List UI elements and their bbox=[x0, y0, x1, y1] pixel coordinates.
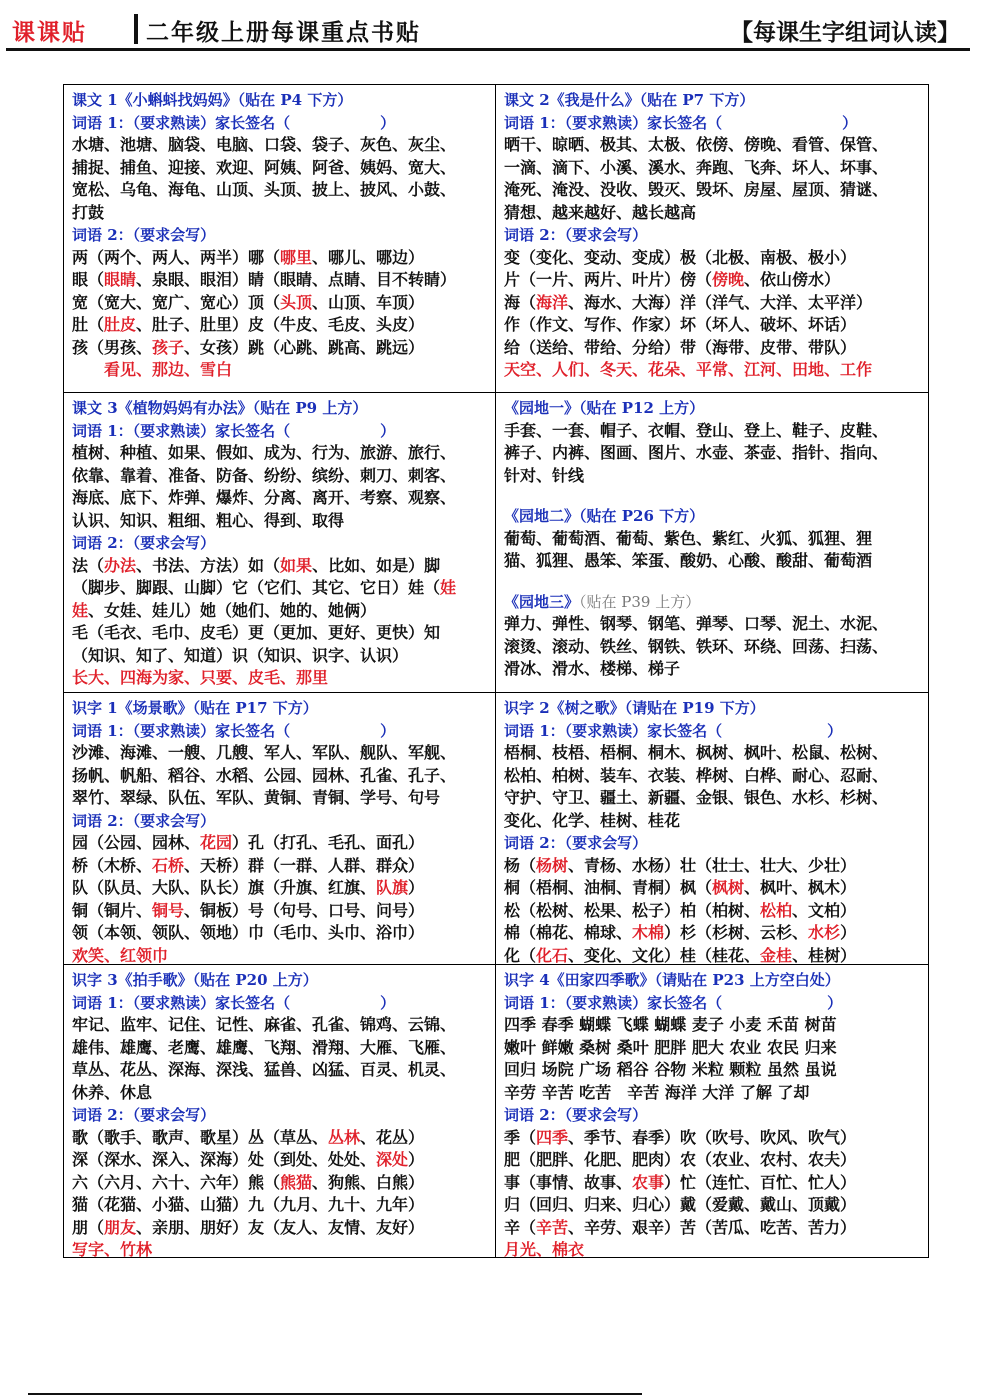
read-line bbox=[504, 179, 920, 202]
write-line bbox=[72, 922, 487, 945]
header-divider bbox=[134, 14, 138, 44]
highlight-word: 看见、那边、雪白 bbox=[72, 360, 233, 379]
write-heading bbox=[504, 1104, 920, 1127]
read-line bbox=[72, 202, 487, 225]
word-text: 两（两个、两人、两半）哪（ bbox=[72, 247, 281, 267]
word-line bbox=[504, 636, 920, 659]
highlight-word: 海洋 bbox=[536, 292, 569, 312]
word-text: 、亲朋、朋好）友（友人、友情、友好） bbox=[136, 1217, 425, 1237]
highlight-word: 石桥 bbox=[152, 855, 185, 875]
word-text: 词语 1：（要求熟读）家长签名（ ） bbox=[504, 721, 843, 740]
word-text: （知识、知了、知道）识（知识、识字、认识） bbox=[72, 645, 409, 665]
word-text: 扬帆、帆船、稻谷、水稻、公园、园林、孔雀、孔子、 bbox=[72, 765, 457, 785]
word-text: 、女孩）跳（心跳、跳高、跳远） bbox=[184, 337, 425, 357]
write-line bbox=[504, 1194, 920, 1217]
write-line bbox=[72, 600, 487, 623]
word-text: 水塘、池塘、脑袋、电脑、口袋、袋子、灰色、灰尘、 bbox=[72, 135, 457, 154]
section-title bbox=[504, 397, 920, 420]
write-heading bbox=[72, 224, 487, 247]
word-text: 针对、针线 bbox=[504, 465, 585, 485]
write-line bbox=[504, 1127, 920, 1150]
write-line bbox=[72, 1172, 487, 1195]
highlight-word: 眼睛 bbox=[104, 270, 137, 289]
word-text: 草丛、花丛、深海、深浅、猛兽、凶猛、百灵、机灵、 bbox=[72, 1060, 457, 1079]
lesson-title bbox=[72, 969, 487, 992]
word-text: 四季 春季 蝴蝶 飞蝶 蝴蝶 麦子 小麦 禾苗 树苗 bbox=[504, 1015, 837, 1034]
read-line bbox=[504, 765, 920, 788]
highlight-word: 水杉 bbox=[808, 923, 841, 942]
word-text: 铜（铜片、 bbox=[72, 900, 153, 920]
highlight-word: 四季 bbox=[536, 1127, 569, 1147]
word-text: 识字 4《田家四季歌》（请贴在 P23 上方空白处） bbox=[504, 971, 840, 989]
lesson-cell bbox=[496, 393, 928, 693]
read-line bbox=[72, 1014, 487, 1037]
word-text: 、天桥）群（一群、人群、群众） bbox=[184, 855, 425, 875]
word-text: 、海水、大海）洋（洋气、大洋、太平洋） bbox=[568, 292, 873, 312]
word-text: 裤子、内裤、图画、图片、水壶、茶壶、指针、指向、 bbox=[504, 443, 889, 462]
read-line bbox=[504, 787, 920, 810]
highlight-word: 办法 bbox=[104, 555, 137, 575]
read-line bbox=[504, 1082, 920, 1105]
word-text: 辛劳 辛苦 吃苦 辛苦 海洋 大洋 了解 了却 bbox=[504, 1082, 810, 1102]
read-line bbox=[72, 487, 487, 510]
read-line bbox=[504, 202, 920, 225]
word-text: 守护、守卫、疆土、新疆、金银、银色、水杉、杉树、 bbox=[504, 788, 889, 807]
word-text: 课文 2《我是什么》（贴在 P7 下方） bbox=[504, 91, 755, 109]
highlight-word: 松柏 bbox=[760, 900, 793, 920]
write-line bbox=[72, 314, 487, 337]
footer-rule bbox=[28, 1393, 642, 1395]
read-line bbox=[72, 1037, 487, 1060]
write-line bbox=[72, 269, 487, 292]
word-text: 给（送给、带给、分给）带（海带、皮带、带队） bbox=[504, 337, 857, 357]
read-line bbox=[72, 1059, 487, 1082]
read-line bbox=[72, 1082, 487, 1105]
read-heading bbox=[72, 720, 487, 743]
word-text: 识字 2《树之歌》（请贴在 P19 下方） bbox=[504, 699, 765, 717]
word-text: 词语 2：（要求会写） bbox=[72, 811, 216, 830]
highlight-word: 孩子 bbox=[152, 337, 185, 357]
read-line bbox=[504, 742, 920, 765]
word-text: 词语 2：（要求会写） bbox=[504, 834, 648, 852]
word-text: 《园地二》（贴在 P26 下方） bbox=[504, 507, 705, 525]
word-text: 《园地一》（贴在 P12 上方） bbox=[504, 399, 705, 417]
word-text: ） bbox=[408, 878, 425, 897]
page-header bbox=[10, 8, 970, 48]
lesson-title bbox=[504, 89, 920, 112]
word-text: ）杉（杉树、云杉、 bbox=[664, 923, 809, 942]
word-text: 晒干、晾晒、极其、太极、依傍、傍晚、看管、保管、 bbox=[504, 135, 889, 154]
word-text: 词语 1：（要求熟读）家长签名（ ） bbox=[504, 993, 843, 1012]
highlight-word: 化石 bbox=[536, 945, 569, 965]
word-line bbox=[504, 658, 920, 681]
word-text: 法（ bbox=[72, 555, 105, 575]
word-text: 淹死、淹没、没收、毁灭、毁坏、房屋、屋顶、猜谜、 bbox=[504, 180, 889, 199]
highlight-word: 欢笑、红领巾 bbox=[72, 945, 169, 965]
word-text: 、山顶、车顶） bbox=[312, 292, 425, 312]
word-text: 、女娃、娃儿）她（她们、她的、她俩） bbox=[88, 600, 377, 620]
write-line bbox=[72, 855, 487, 878]
highlight-word: 娃 bbox=[72, 600, 89, 620]
word-text: 打鼓 bbox=[72, 202, 105, 222]
read-heading bbox=[72, 420, 487, 443]
write-line bbox=[72, 1239, 487, 1257]
write-line bbox=[504, 359, 920, 382]
write-line bbox=[72, 945, 487, 966]
highlight-word: 杨树 bbox=[536, 855, 569, 875]
word-text: ）忙（连忙、百忙、忙人） bbox=[664, 1172, 857, 1192]
word-line bbox=[504, 550, 920, 573]
word-text: 、季节、春季）吹（吹号、吹风、吹气） bbox=[568, 1127, 857, 1147]
word-text: 词语 1：（要求熟读）家长签名（ ） bbox=[72, 721, 396, 740]
word-text: 变化、化学、桂树、桂花 bbox=[504, 810, 681, 830]
word-text: 宽（宽大、宽广、宽心）顶（ bbox=[72, 292, 281, 312]
write-line bbox=[72, 555, 487, 578]
header-rule bbox=[6, 48, 970, 51]
highlight-word: 队旗 bbox=[376, 878, 409, 897]
brand-label: 课课贴 bbox=[12, 19, 87, 46]
word-text: 朋（ bbox=[72, 1217, 105, 1237]
word-text: 词语 2：（要求会写） bbox=[504, 1106, 648, 1124]
word-text: 《园地三》 bbox=[504, 592, 580, 611]
word-text: 杨（ bbox=[504, 855, 537, 875]
word-text: ）孔（打孔、毛孔、面孔） bbox=[232, 833, 425, 852]
word-text: 词语 2：（要求会写） bbox=[72, 534, 216, 552]
write-heading bbox=[72, 810, 487, 833]
page-subtitle: 【每课生字组词认读】 bbox=[730, 19, 960, 46]
word-text: 辛（ bbox=[504, 1217, 537, 1237]
word-text: 猫（花猫、小猫、山猫）九（九月、九十、九年） bbox=[72, 1195, 425, 1214]
highlight-word: 金桂 bbox=[760, 945, 793, 965]
word-text: 、桂树） bbox=[792, 945, 857, 965]
read-line bbox=[504, 1059, 920, 1082]
read-heading bbox=[504, 720, 920, 743]
word-text: 、肚子、肚里）皮（牛皮、毛皮、头皮） bbox=[136, 315, 425, 334]
highlight-word: 木棉 bbox=[632, 923, 665, 942]
write-line bbox=[72, 1217, 487, 1240]
write-line bbox=[504, 922, 920, 945]
word-text: 识字 3《拍手歌》（贴在 P20 上方） bbox=[72, 971, 318, 989]
word-text: 沙滩、海滩、一艘、几艘、军人、军队、舰队、军舰、 bbox=[72, 743, 457, 762]
word-text: 眼（ bbox=[72, 270, 105, 289]
highlight-word: 天空、人们、冬天、花朵、平常、江河、田地、工作 bbox=[504, 360, 873, 379]
read-line bbox=[504, 1014, 920, 1037]
word-text: 手套、一套、帽子、衣帽、登山、登上、鞋子、皮鞋、 bbox=[504, 420, 889, 440]
read-line bbox=[72, 179, 487, 202]
word-text: 、文柏） bbox=[792, 900, 857, 920]
word-text: 棉（棉花、棉球、 bbox=[504, 923, 633, 942]
lesson-cell bbox=[64, 85, 496, 393]
word-text: 肚（ bbox=[72, 315, 105, 334]
word-text: 深（深水、深入、深海）处（到处、处处、 bbox=[72, 1150, 377, 1169]
word-text: 歌（歌手、歌声、歌星）丛（草丛、 bbox=[72, 1127, 329, 1147]
write-line bbox=[504, 292, 920, 315]
word-text: 嫩叶 鲜嫩 桑树 桑叶 肥胖 肥大 农业 农民 归来 bbox=[504, 1037, 837, 1057]
word-text: 词语 1：（要求熟读）家长签名（ ） bbox=[72, 421, 396, 440]
highlight-word: 朋友 bbox=[104, 1217, 137, 1237]
word-text: 课文 1《小蝌蚪找妈妈》（贴在 P4 下方） bbox=[72, 91, 353, 109]
section-title-note: （贴在 P39 上方） bbox=[579, 592, 701, 611]
word-text: 葡萄、葡萄酒、葡萄、紫色、紫红、火狐、狐狸、狸 bbox=[504, 528, 873, 548]
highlight-word: 肚皮 bbox=[104, 315, 137, 334]
read-line bbox=[72, 442, 487, 465]
word-text: 事（事情、故事、 bbox=[504, 1172, 633, 1192]
write-line bbox=[504, 900, 920, 923]
write-line bbox=[72, 877, 487, 900]
word-text: 、哪儿、哪边） bbox=[312, 247, 425, 267]
write-line bbox=[72, 832, 487, 855]
word-text: 词语 2：（要求会写） bbox=[504, 226, 648, 244]
word-text: 、青杨、水杨）壮（壮士、壮大、少壮） bbox=[568, 855, 857, 875]
word-text: 依靠、靠着、准备、防备、纷纷、缤纷、刺刀、刺客、 bbox=[72, 465, 457, 485]
word-text: 、泉眼、眼泪）睛（眼睛、点睛、目不转睛） bbox=[136, 270, 457, 289]
word-text: 一滴、滴下、小溪、溪水、奔跑、飞奔、坏人、坏事、 bbox=[504, 157, 889, 177]
lesson-cell bbox=[496, 85, 928, 393]
lesson-title bbox=[504, 697, 920, 720]
write-line bbox=[72, 1127, 487, 1150]
read-line bbox=[72, 134, 487, 157]
lesson-cell bbox=[496, 693, 928, 965]
lesson-title bbox=[72, 89, 487, 112]
highlight-word: 丛林 bbox=[328, 1127, 361, 1147]
lesson-title bbox=[72, 697, 487, 720]
word-text: 归（回归、归来、归心）戴（爱戴、戴山、顶戴） bbox=[504, 1195, 857, 1214]
word-text: ） bbox=[840, 923, 857, 942]
word-text: 、依山傍水） bbox=[744, 270, 841, 289]
word-text: 化（ bbox=[504, 945, 537, 965]
write-line bbox=[72, 645, 487, 668]
highlight-word: 熊猫 bbox=[280, 1172, 313, 1192]
word-text: ） bbox=[408, 1150, 425, 1169]
word-line bbox=[504, 420, 920, 443]
highlight-word: 头顶 bbox=[280, 292, 313, 312]
write-line bbox=[504, 269, 920, 292]
write-line bbox=[504, 945, 920, 966]
word-text: 词语 1：（要求熟读）家长签名（ ） bbox=[72, 993, 396, 1012]
write-heading bbox=[72, 532, 487, 555]
word-text: 松柏、柏树、装车、衣装、桦树、白桦、耐心、忍耐、 bbox=[504, 765, 889, 785]
word-text: 季（ bbox=[504, 1127, 537, 1147]
word-line bbox=[504, 442, 920, 465]
write-heading bbox=[72, 1104, 487, 1127]
read-heading bbox=[72, 112, 487, 135]
write-line bbox=[72, 359, 487, 382]
write-line bbox=[504, 247, 920, 270]
highlight-word: 枫树 bbox=[712, 878, 745, 897]
word-text: 识字 1《场景歌》（贴在 P17 下方） bbox=[72, 699, 318, 717]
word-text: 六（六月、六十、六年）熊（ bbox=[72, 1172, 281, 1192]
word-text: 、书法、方法）如（ bbox=[136, 555, 281, 575]
write-line bbox=[504, 314, 920, 337]
word-text: 滚烫、滚动、铁丝、钢铁、铁环、环绕、回荡、扫荡、 bbox=[504, 636, 889, 656]
word-text: 梧桐、枝梧、梧桐、桐木、枫树、枫叶、松鼠、松树、 bbox=[504, 743, 889, 762]
lesson-cell bbox=[64, 393, 496, 693]
read-line bbox=[72, 765, 487, 788]
word-text: 猜想、越来越好、越长越高 bbox=[504, 202, 697, 222]
word-text: 宽松、乌龟、海龟、山顶、头顶、披上、披风、小鼓、 bbox=[72, 180, 457, 199]
lesson-grid bbox=[63, 84, 929, 1258]
highlight-word: 傍晚 bbox=[712, 270, 745, 289]
read-heading bbox=[504, 112, 920, 135]
read-line bbox=[504, 810, 920, 833]
highlight-word: 哪里 bbox=[280, 247, 313, 267]
word-text: 变（变化、变动、变成）极（北极、南极、极小） bbox=[504, 247, 857, 267]
lesson-cell bbox=[64, 693, 496, 965]
read-line bbox=[72, 157, 487, 180]
word-line bbox=[504, 465, 920, 488]
write-heading bbox=[504, 224, 920, 247]
word-text: 桐（梧桐、油桐、青桐）枫（ bbox=[504, 878, 713, 897]
word-text: 、辛劳、艰辛）苦（苦瓜、吃苦、苦力） bbox=[568, 1217, 857, 1237]
write-line bbox=[72, 337, 487, 360]
read-line bbox=[504, 134, 920, 157]
word-text: 园（公园、园林、 bbox=[72, 833, 201, 852]
write-line bbox=[504, 1149, 920, 1172]
lesson-title bbox=[72, 397, 487, 420]
write-line bbox=[504, 877, 920, 900]
word-text: 海（ bbox=[504, 292, 537, 312]
word-text: 猫、狐狸、愚笨、笨蛋、酸奶、心酸、酸甜、葡萄酒 bbox=[504, 551, 873, 570]
read-line bbox=[72, 465, 487, 488]
word-text: 弹力、弹性、钢琴、钢笔、弹琴、口琴、泥土、水泥、 bbox=[504, 614, 889, 633]
word-text: 翠竹、翠绿、队伍、军队、黄铜、青铜、学号、句号 bbox=[72, 788, 441, 807]
word-text: 领（本领、领队、领地）巾（毛巾、头巾、浴巾） bbox=[72, 923, 425, 942]
word-text: 词语 2：（要求会写） bbox=[72, 1106, 216, 1124]
word-text: 松（松树、松果、松子）柏（柏树、 bbox=[504, 900, 761, 920]
highlight-word: 铜号 bbox=[152, 900, 185, 920]
write-line bbox=[504, 337, 920, 360]
read-heading bbox=[72, 992, 487, 1015]
word-text: 、花丛） bbox=[360, 1127, 425, 1147]
read-line bbox=[504, 157, 920, 180]
highlight-word: 花园 bbox=[200, 833, 233, 852]
word-text: 词语 1：（要求熟读）家长签名（ ） bbox=[504, 113, 858, 132]
write-line bbox=[504, 855, 920, 878]
word-text: （脚步、脚跟、山脚）它（它们、其它、它日）娃（ bbox=[72, 578, 441, 597]
word-text: 、枫叶、枫木） bbox=[744, 878, 857, 897]
section-gap bbox=[504, 573, 920, 591]
lesson-title bbox=[504, 969, 920, 992]
word-line bbox=[504, 528, 920, 551]
read-line bbox=[72, 510, 487, 533]
word-text: 队（队员、大队、队长）旗（升旗、红旗、 bbox=[72, 878, 377, 897]
read-line bbox=[72, 787, 487, 810]
word-line bbox=[504, 613, 920, 636]
write-line bbox=[504, 1239, 920, 1257]
highlight-word: 月光、棉衣 bbox=[504, 1240, 585, 1257]
word-text: 词语 2：（要求会写） bbox=[72, 226, 216, 244]
section-title bbox=[504, 591, 920, 614]
highlight-word: 写字、竹林 bbox=[72, 1240, 153, 1257]
word-text: 孩（男孩、 bbox=[72, 337, 153, 357]
write-line bbox=[504, 1217, 920, 1240]
write-line bbox=[72, 292, 487, 315]
section-gap bbox=[504, 487, 920, 505]
write-line bbox=[72, 622, 487, 645]
word-text: 、比如、如是）脚 bbox=[312, 555, 441, 575]
word-text: 滑冰、滑水、楼梯、梯子 bbox=[504, 659, 681, 678]
word-text: 、变化、文化）桂（桂花、 bbox=[568, 945, 761, 965]
highlight-word: 如果 bbox=[280, 555, 313, 575]
word-text: 课文 3《植物妈妈有办法》（贴在 P9 上方） bbox=[72, 399, 368, 417]
write-line bbox=[72, 1194, 487, 1217]
lesson-cell bbox=[496, 965, 928, 1257]
write-line bbox=[504, 1172, 920, 1195]
word-text: 雄伟、雄鹰、老鹰、雄鹰、飞翔、滑翔、大雁、飞雁、 bbox=[72, 1037, 457, 1057]
word-text: 休养、休息 bbox=[72, 1082, 153, 1102]
word-text: 毛（毛衣、毛巾、皮毛）更（更加、更好、更快）知 bbox=[72, 623, 441, 642]
word-text: 作（作文、写作、作家）坏（坏人、破坏、坏话） bbox=[504, 315, 857, 334]
write-line bbox=[72, 247, 487, 270]
word-text: 、铜板）号（句号、口号、问号） bbox=[184, 900, 425, 920]
word-text: 桥（木桥、 bbox=[72, 855, 153, 875]
highlight-word: 农事 bbox=[632, 1172, 665, 1192]
word-text: 肥（肥胖、化肥、肥肉）农（农业、农村、农夫） bbox=[504, 1150, 857, 1169]
highlight-word: 长大、四海为家、只要、皮毛、那里 bbox=[72, 668, 329, 687]
word-text: 、狗熊、白熊） bbox=[312, 1172, 425, 1192]
highlight-word: 深处 bbox=[376, 1150, 409, 1169]
section-title bbox=[504, 505, 920, 528]
lesson-cell bbox=[64, 965, 496, 1257]
read-heading bbox=[504, 992, 920, 1015]
write-line bbox=[72, 667, 487, 690]
word-text: 回归 场院 广场 稻谷 谷物 米粒 颗粒 虽然 虽说 bbox=[504, 1060, 837, 1079]
word-text: 植树、种植、如果、假如、成为、行为、旅游、旅行、 bbox=[72, 443, 457, 462]
word-text: 海底、底下、炸弹、爆炸、分离、离开、考察、观察、 bbox=[72, 488, 457, 507]
word-text: 捕捉、捕鱼、迎接、欢迎、阿姨、阿爸、姨妈、宽大、 bbox=[72, 157, 457, 177]
word-text: 认识、知识、粗细、粗心、得到、取得 bbox=[72, 510, 345, 530]
write-heading bbox=[504, 832, 920, 855]
highlight-word: 娃 bbox=[440, 578, 457, 597]
write-line bbox=[72, 577, 487, 600]
highlight-word: 辛苦 bbox=[536, 1217, 569, 1237]
word-text: 词语 1：（要求熟读）家长签名（ ） bbox=[72, 113, 396, 132]
write-line bbox=[72, 900, 487, 923]
page-title: 二年级上册每课重点书贴 bbox=[146, 19, 421, 46]
word-text: 片（一片、两片、叶片）傍（ bbox=[504, 270, 713, 289]
read-line bbox=[504, 1037, 920, 1060]
read-line bbox=[72, 742, 487, 765]
write-line bbox=[72, 1149, 487, 1172]
word-text: 牢记、监牢、记住、记性、麻雀、孔雀、锦鸡、云锦、 bbox=[72, 1015, 457, 1034]
